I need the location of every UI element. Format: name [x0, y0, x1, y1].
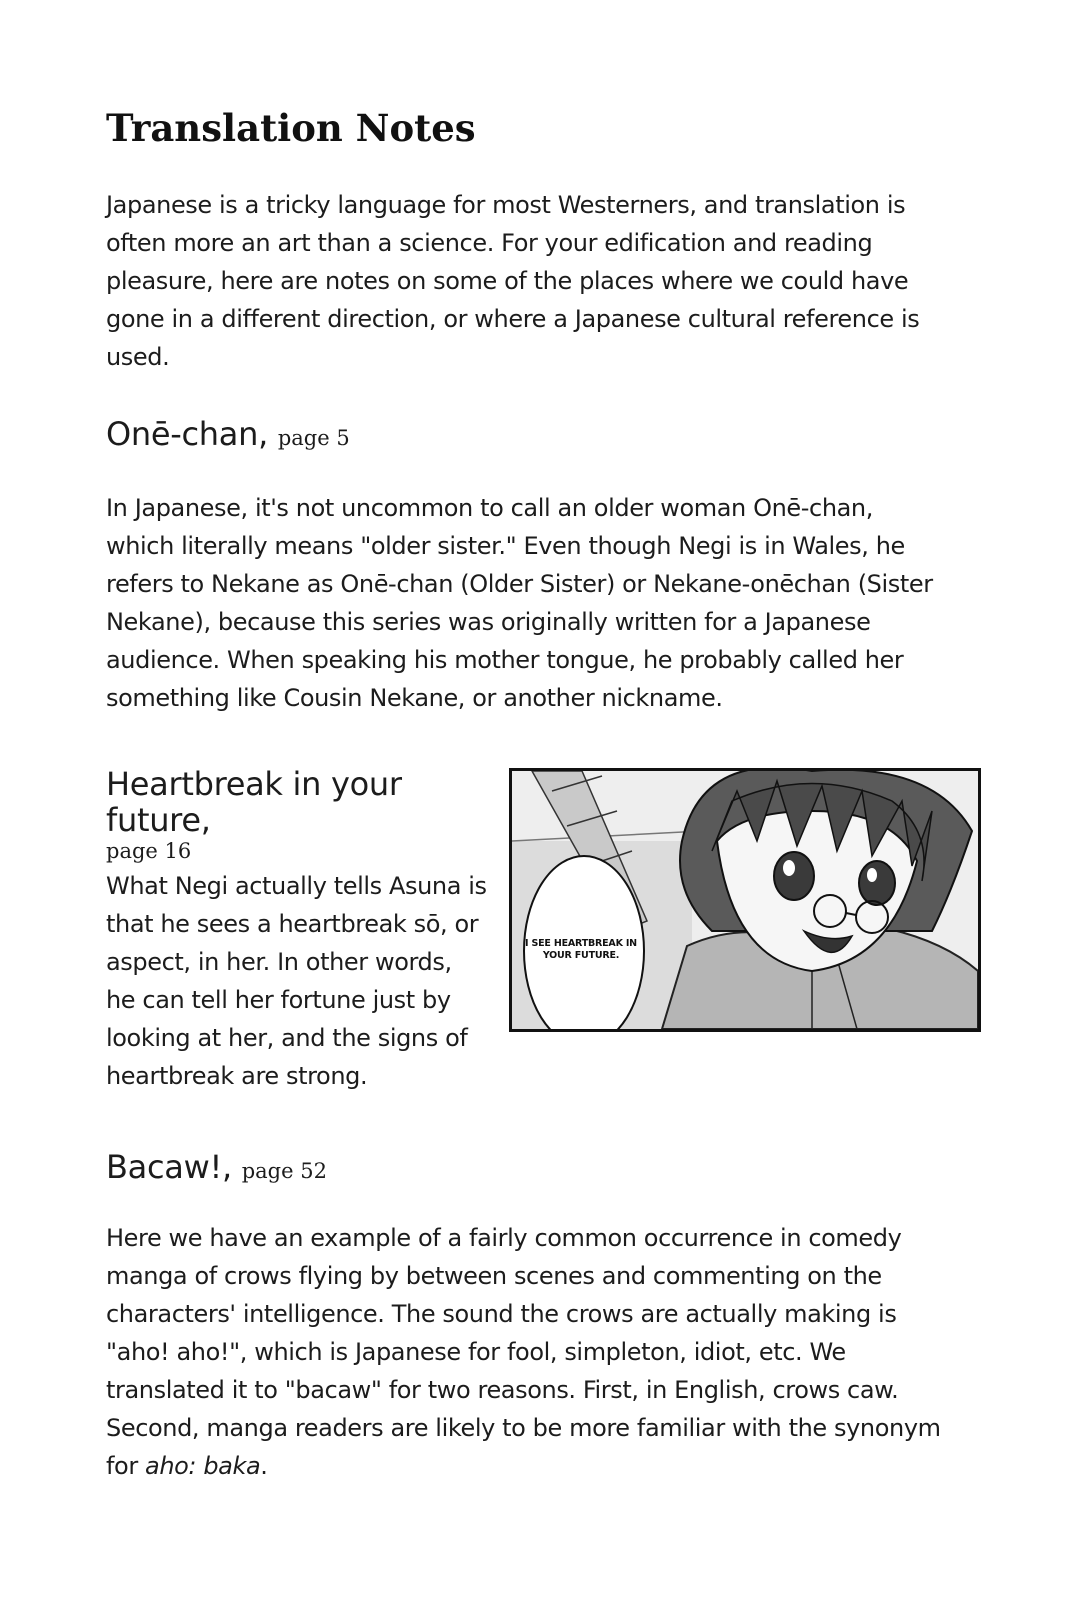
note-body-end: .: [260, 1452, 268, 1480]
speech-bubble-text: I SEE HEARTBREAK IN YOUR FUTURE.: [525, 938, 637, 961]
italic-term: aho: baka: [145, 1452, 261, 1480]
note-body-text: Here we have an example of a fairly common occurrence in comedy manga of crows flying by between scenes and commenting on the characters' intelligence. The sound the crows are actually making is "aho! aho!", which is Japanese for fool, simpleton, idiot, etc. We translated it to "bacaw" for two reasons. First, in English, crows caw. Second, manga readers are likely to be more familiar with the synonym for: [106, 1224, 941, 1480]
note-body-bacaw: [106, 1219, 956, 1485]
note-heading-bacaw: [106, 1147, 327, 1191]
note-heading-heartbreak: [106, 766, 506, 864]
note-heading-onechan: [106, 414, 350, 458]
note-heading-text: Heartbreak in your future,: [106, 765, 402, 839]
page-reference: page 5: [277, 426, 350, 450]
page-title: Translation Notes: [106, 106, 476, 150]
intro-paragraph: Japanese is a tricky language for most Westerners, and translation is often more an art than a science. For your edification and reading pleasure, here are notes on some of the places where we could have gone in a different direction, or where a Japanese cultural reference is used.: [106, 191, 920, 371]
page-reference: page 52: [241, 1159, 327, 1183]
note-heading-text: Onē-chan,: [106, 415, 268, 453]
note-body-heartbreak: What Negi actually tells Asuna is that he sees a heartbreak sō, or aspect, in her. In other words, he can tell her fortune just by looking at her, and the signs of heartbreak are strong.: [106, 872, 487, 1090]
manga-panel-illustration: [512, 771, 978, 1029]
note-heading-text: Bacaw!,: [106, 1148, 232, 1186]
page-reference: page 16: [106, 839, 192, 863]
manga-panel-image: [509, 768, 981, 1032]
note-body-onechan: In Japanese, it's not uncommon to call an older woman Onē-chan, which literally means "older sister." Even though Negi is in Wales, he refers to Nekane as Onē-chan (Older Sister) or Nekane-onēchan (Sister Nekane), because this series was originally written for a Japanese audience. When speaking his mother tongue, he probably called her something like Cousin Nekane, or another nickname.: [106, 494, 933, 712]
